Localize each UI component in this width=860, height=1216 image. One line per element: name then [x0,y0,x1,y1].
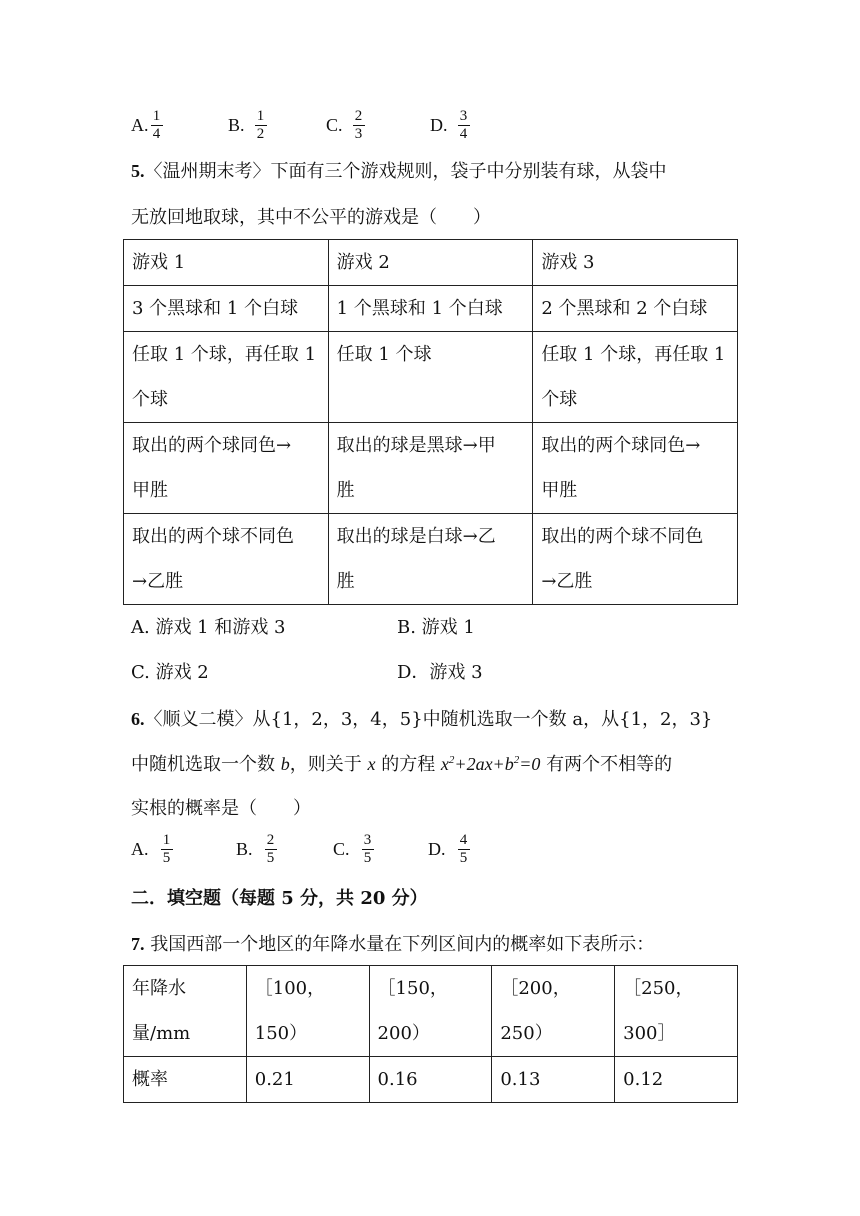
cell-text-line: 取出的两个球同色→ [132,435,292,456]
table-cell [328,514,533,605]
table-row [124,240,738,286]
cell-text-line: 游戏 1 [132,252,186,273]
cell-text-line: 1 个黑球和 1 个白球 [336,298,503,319]
table-cell [124,423,329,514]
q7-table [123,965,738,1103]
table-cell [328,286,533,332]
q6-line1: 6.〈顺义二模〉从{1，2，3，4，5}中随机选取一个数 a，从{1，2，3} [131,709,713,730]
table-header-cell [615,966,738,1057]
table-cell [369,1057,492,1103]
q5-option-d[interactable]: D．游戏 3 [397,662,483,683]
cell-text-line: 量/mm [132,1023,191,1044]
q5-line1: 5.〈温州期末考〉下面有三个游戏规则，袋子中分别装有球，从袋中 [131,161,667,182]
table-cell [124,332,329,423]
q4-option-b[interactable]: B. $\frac{1}{2}$ [228,108,267,143]
table-row [124,1057,738,1103]
fraction: $\frac{1}{4}$ [151,108,163,143]
table-cell [246,1057,369,1103]
table-cell [328,240,533,286]
cell-text-line: 任取 1 个球，再任取 1 [132,344,317,365]
equation: $x^2+2ax+b^2=0$ [440,754,541,774]
fraction: $\frac{3}{5}$ [362,832,374,867]
table-cell [124,286,329,332]
q4-option-d[interactable]: D. $\frac{3}{4}$ [430,108,470,143]
fraction: $\frac{3}{4}$ [458,108,470,143]
section-title: 二．填空题（每题 5 分，共 20 分） [131,888,428,909]
fraction: $\frac{2}{5}$ [265,832,277,867]
table-cell [124,1057,247,1103]
q6-option-c[interactable]: C. $\frac{3}{5}$ [333,832,374,867]
table-cell [492,1057,615,1103]
cell-text-line: 取出的球是白球→乙 [336,526,496,547]
cell-text-line: ［200，250） [500,978,571,1044]
cell-text-line: 0.16 [377,1069,418,1090]
q6-line2: 中随机选取一个数 b，则关于 x 的方程 $x^2+2ax+b^2=0$ 有两个不相等的 [131,754,673,775]
q5-line2: 无放回地取球，其中不公平的游戏是（ ） [131,207,491,228]
cell-text-line: 0.21 [254,1069,295,1090]
q6-option-b[interactable]: B. $\frac{2}{5}$ [236,832,277,867]
cell-text-line: 甲胜 [132,480,168,501]
table-row [124,514,738,605]
cell-text-line: →乙胜 [541,571,593,592]
q4-option-c[interactable]: C. $\frac{2}{3}$ [326,108,365,143]
table-row [124,332,738,423]
cell-text-line: ［150，200） [377,978,448,1044]
cell-text-line: 取出的球是黑球→甲 [336,435,496,456]
cell-text-line: 游戏 3 [541,252,595,273]
cell-text-line: 3 个黑球和 1 个白球 [132,298,299,319]
q5-table [123,239,738,605]
q6-option-a[interactable]: A. $\frac{1}{5}$ [131,832,173,867]
cell-text-line: 游戏 2 [336,252,390,273]
cell-text-line: 取出的两个球不同色 [541,526,704,547]
table-header-cell [492,966,615,1057]
cell-text-line: 0.12 [623,1069,664,1090]
fraction: $\frac{4}{5}$ [458,832,470,867]
table-cell [533,240,738,286]
cell-text-line: 甲胜 [541,480,578,501]
q6-option-d[interactable]: D. $\frac{4}{5}$ [428,832,470,867]
q5-option-c[interactable]: C. 游戏 2 [131,662,209,683]
cell-text-line: 胜 [336,480,355,501]
table-row [124,286,738,332]
fraction: $\frac{1}{5}$ [161,832,173,867]
table-header-row [124,966,738,1057]
cell-text-line: 取出的两个球不同色 [132,526,294,547]
cell-text-line: 个球 [541,389,578,410]
table-cell [533,514,738,605]
cell-text-line: →乙胜 [132,571,184,592]
table-cell [124,240,329,286]
cell-text-line: 年降水 [132,978,186,999]
cell-text-line: 胜 [336,571,355,592]
q7-line1: 7. 我国西部一个地区的年降水量在下列区间内的概率如下表所示： [131,934,655,955]
cell-text-line: 任取 1 个球，再任取 1 [541,344,726,365]
cell-text-line: 2 个黑球和 2 个白球 [541,298,708,319]
table-header-cell [124,966,247,1057]
q4-option-a[interactable]: A. $\frac{1}{4}$ [131,108,163,143]
table-cell [328,332,533,423]
q6-line3: 实根的概率是（ ） [131,798,311,819]
q5-option-b[interactable]: B. 游戏 1 [397,617,475,638]
table-row [124,423,738,514]
cell-text-line: 概率 [132,1069,168,1090]
table-cell [533,423,738,514]
q5-option-a[interactable]: A. 游戏 1 和游戏 3 [131,617,286,638]
table-cell [124,514,329,605]
table-cell [533,332,738,423]
fraction: $\frac{1}{2}$ [255,108,267,143]
table-cell [533,286,738,332]
table-cell [615,1057,738,1103]
table-header-cell [246,966,369,1057]
fraction: $\frac{2}{3}$ [353,108,365,143]
table-cell [328,423,533,514]
cell-text-line: 取出的两个球同色→ [541,435,701,456]
cell-text-line: ［100，150） [254,978,326,1044]
cell-text-line: 个球 [132,389,168,410]
table-header-cell [369,966,492,1057]
cell-text-line: ［250，300］ [623,978,694,1044]
cell-text-line: 0.13 [500,1069,541,1090]
cell-text-line: 任取 1 个球 [336,344,432,365]
